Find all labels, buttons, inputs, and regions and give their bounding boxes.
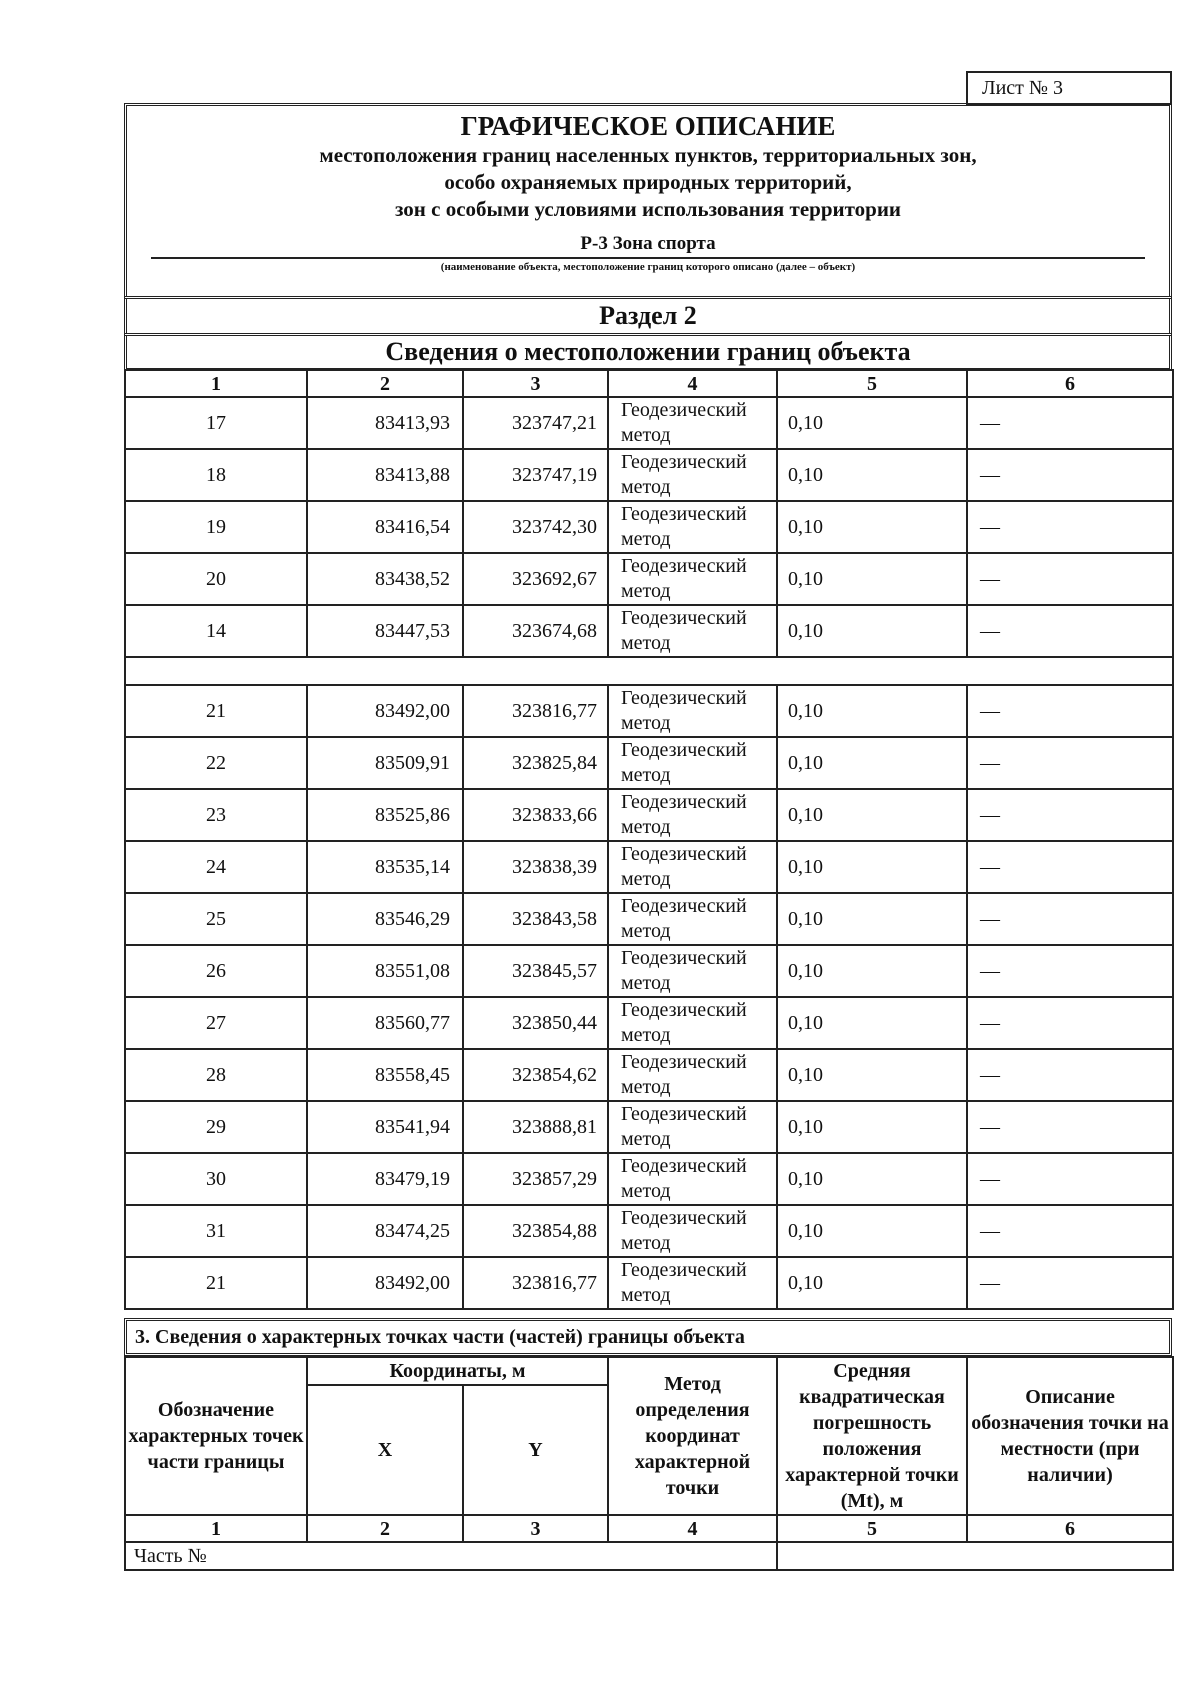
y-coordinate: 323845,57 [463,945,608,997]
description-cell: — [967,737,1173,789]
y-coordinate: 323857,29 [463,1153,608,1205]
description-cell: — [967,1101,1173,1153]
x-coordinate: 83560,77 [307,997,463,1049]
accuracy-cell: 0,10 [777,789,967,841]
x-coordinate: 83525,86 [307,789,463,841]
x-coordinate: 83479,19 [307,1153,463,1205]
section-title: Раздел 2 [124,296,1172,336]
description-cell: — [967,1205,1173,1257]
method-cell: Геодезический метод [608,449,777,501]
y-coordinate: 323742,30 [463,501,608,553]
table-row [125,449,1173,501]
table-row [125,893,1173,945]
point-number: 21 [125,685,307,737]
object-name: Р-3 Зона спорта [580,233,716,254]
method-cell: Геодезический метод [608,1049,777,1101]
section-subtitle: Сведения о местоположении границ объекта [124,333,1172,371]
description-cell: — [967,1153,1173,1205]
method-cell: Геодезический метод [608,397,777,449]
description-cell: — [967,789,1173,841]
column-number: 2 [307,1515,463,1542]
y-coordinate: 323674,68 [463,605,608,657]
column-number: 5 [777,1515,967,1542]
accuracy-cell: 0,10 [777,1205,967,1257]
table-row [125,841,1173,893]
description-cell: — [967,449,1173,501]
table-row [125,1257,1173,1309]
x-coordinate: 83492,00 [307,1257,463,1309]
object-caption: (наименование объекта, местоположение границ которого описано (далее – объект) [440,261,856,273]
y-coordinate: 323692,67 [463,553,608,605]
x-coordinate: 83509,91 [307,737,463,789]
method-cell: Геодезический метод [608,1205,777,1257]
header-y: Y [463,1385,608,1515]
method-cell: Геодезический метод [608,685,777,737]
object-name-underline [151,257,1145,259]
x-coordinate: 83551,08 [307,945,463,997]
table-row [125,605,1173,657]
x-coordinate: 83546,29 [307,893,463,945]
header-x: X [307,1385,463,1515]
accuracy-cell: 0,10 [777,1101,967,1153]
y-coordinate: 323850,44 [463,997,608,1049]
subtitle-line-2: особо охраняемых природных территорий, [444,170,852,194]
accuracy-cell: 0,10 [777,501,967,553]
description-cell: — [967,501,1173,553]
point-number: 14 [125,605,307,657]
method-cell: Геодезический метод [608,997,777,1049]
x-coordinate: 83492,00 [307,685,463,737]
method-cell: Геодезический метод [608,945,777,997]
header-coordinates: Координаты, м [307,1357,608,1385]
y-coordinate: 323854,88 [463,1205,608,1257]
point-number: 25 [125,893,307,945]
point-number: 29 [125,1101,307,1153]
description-cell: — [967,841,1173,893]
x-coordinate: 83416,54 [307,501,463,553]
document-title: ГРАФИЧЕСКОЕ ОПИСАНИЕ [460,111,836,141]
point-number: 21 [125,1257,307,1309]
column-number: 6 [967,370,1173,397]
point-number: 24 [125,841,307,893]
accuracy-cell: 0,10 [777,841,967,893]
point-number: 31 [125,1205,307,1257]
accuracy-cell: 0,10 [777,737,967,789]
table-row [125,737,1173,789]
point-number: 22 [125,737,307,789]
method-cell: Геодезический метод [608,553,777,605]
x-coordinate: 83541,94 [307,1101,463,1153]
accuracy-cell: 0,10 [777,605,967,657]
y-coordinate: 323843,58 [463,893,608,945]
table-row [125,945,1173,997]
description-cell: — [967,1257,1173,1309]
x-coordinate: 83447,53 [307,605,463,657]
description-cell: — [967,685,1173,737]
accuracy-cell: 0,10 [777,553,967,605]
table-row [125,1205,1173,1257]
point-number: 23 [125,789,307,841]
point-number: 18 [125,449,307,501]
y-coordinate: 323825,84 [463,737,608,789]
y-coordinate: 323838,39 [463,841,608,893]
part-points-table [124,1356,1174,1571]
part-number-empty-cell [777,1542,1173,1570]
column-number: 1 [125,1515,307,1542]
table-row [125,997,1173,1049]
method-cell: Геодезический метод [608,1153,777,1205]
description-cell: — [967,945,1173,997]
description-cell: — [967,605,1173,657]
column-number: 4 [608,370,777,397]
y-coordinate: 323747,21 [463,397,608,449]
x-coordinate: 83535,14 [307,841,463,893]
column-number: 1 [125,370,307,397]
y-coordinate: 323888,81 [463,1101,608,1153]
header-description: Описание обозначения точки на местности (при наличии) [967,1357,1173,1515]
accuracy-cell: 0,10 [777,1257,967,1309]
column-number: 5 [777,370,967,397]
method-cell: Геодезический метод [608,893,777,945]
part-number-label: Часть № [125,1542,777,1570]
y-coordinate: 323816,77 [463,1257,608,1309]
point-number: 17 [125,397,307,449]
column-number: 2 [307,370,463,397]
table-row [125,1049,1173,1101]
method-cell: Геодезический метод [608,1257,777,1309]
method-cell: Геодезический метод [608,789,777,841]
table-row [125,685,1173,737]
y-coordinate: 323833,66 [463,789,608,841]
boundary-points-table [124,369,1174,1310]
point-number: 28 [125,1049,307,1101]
sheet-number: Лист № 3 [966,71,1172,105]
table-row [125,553,1173,605]
x-coordinate: 83438,52 [307,553,463,605]
point-number: 20 [125,553,307,605]
description-cell: — [967,893,1173,945]
point-number: 30 [125,1153,307,1205]
part-number-row [125,1542,1173,1570]
header-method: Метод определения координат характерной точки [608,1357,777,1515]
x-coordinate: 83413,93 [307,397,463,449]
x-coordinate: 83474,25 [307,1205,463,1257]
table-row [125,397,1173,449]
column-number: 4 [608,1515,777,1542]
separator-cell [125,657,1173,685]
table-row [125,1101,1173,1153]
method-cell: Геодезический метод [608,841,777,893]
point-number: 27 [125,997,307,1049]
column-number: 3 [463,1515,608,1542]
document-header [124,103,1172,299]
method-cell: Геодезический метод [608,1101,777,1153]
y-coordinate: 323816,77 [463,685,608,737]
accuracy-cell: 0,10 [777,397,967,449]
accuracy-cell: 0,10 [777,893,967,945]
description-cell: — [967,997,1173,1049]
y-coordinate: 323747,19 [463,449,608,501]
table-row [125,789,1173,841]
column-number: 3 [463,370,608,397]
point-number: 19 [125,501,307,553]
accuracy-cell: 0,10 [777,1049,967,1101]
description-cell: — [967,397,1173,449]
accuracy-cell: 0,10 [777,1153,967,1205]
x-coordinate: 83413,88 [307,449,463,501]
x-coordinate: 83558,45 [307,1049,463,1101]
accuracy-cell: 0,10 [777,685,967,737]
column-number-row [125,370,1173,397]
column-number: 6 [967,1515,1173,1542]
accuracy-cell: 0,10 [777,945,967,997]
part3-title: 3. Сведения о характерных точках части (частей) границы объекта [124,1318,1172,1356]
separator-row [125,657,1173,685]
subtitle-line-1: местоположения границ населенных пунктов, территориальных зон, [319,143,977,167]
header-accuracy: Средняя квадратическая погрешность положения характерной точки (Mt), м [777,1357,967,1515]
accuracy-cell: 0,10 [777,997,967,1049]
description-cell: — [967,1049,1173,1101]
y-coordinate: 323854,62 [463,1049,608,1101]
point-number: 26 [125,945,307,997]
column-number-row [125,1515,1173,1542]
description-cell: — [967,553,1173,605]
accuracy-cell: 0,10 [777,449,967,501]
subtitle-line-3: зон с особыми условиями использования территории [394,197,902,221]
method-cell: Геодезический метод [608,605,777,657]
header-point-designation: Обозначение характерных точек части границы [125,1357,307,1515]
table-row [125,501,1173,553]
method-cell: Геодезический метод [608,501,777,553]
method-cell: Геодезический метод [608,737,777,789]
table-row [125,1153,1173,1205]
